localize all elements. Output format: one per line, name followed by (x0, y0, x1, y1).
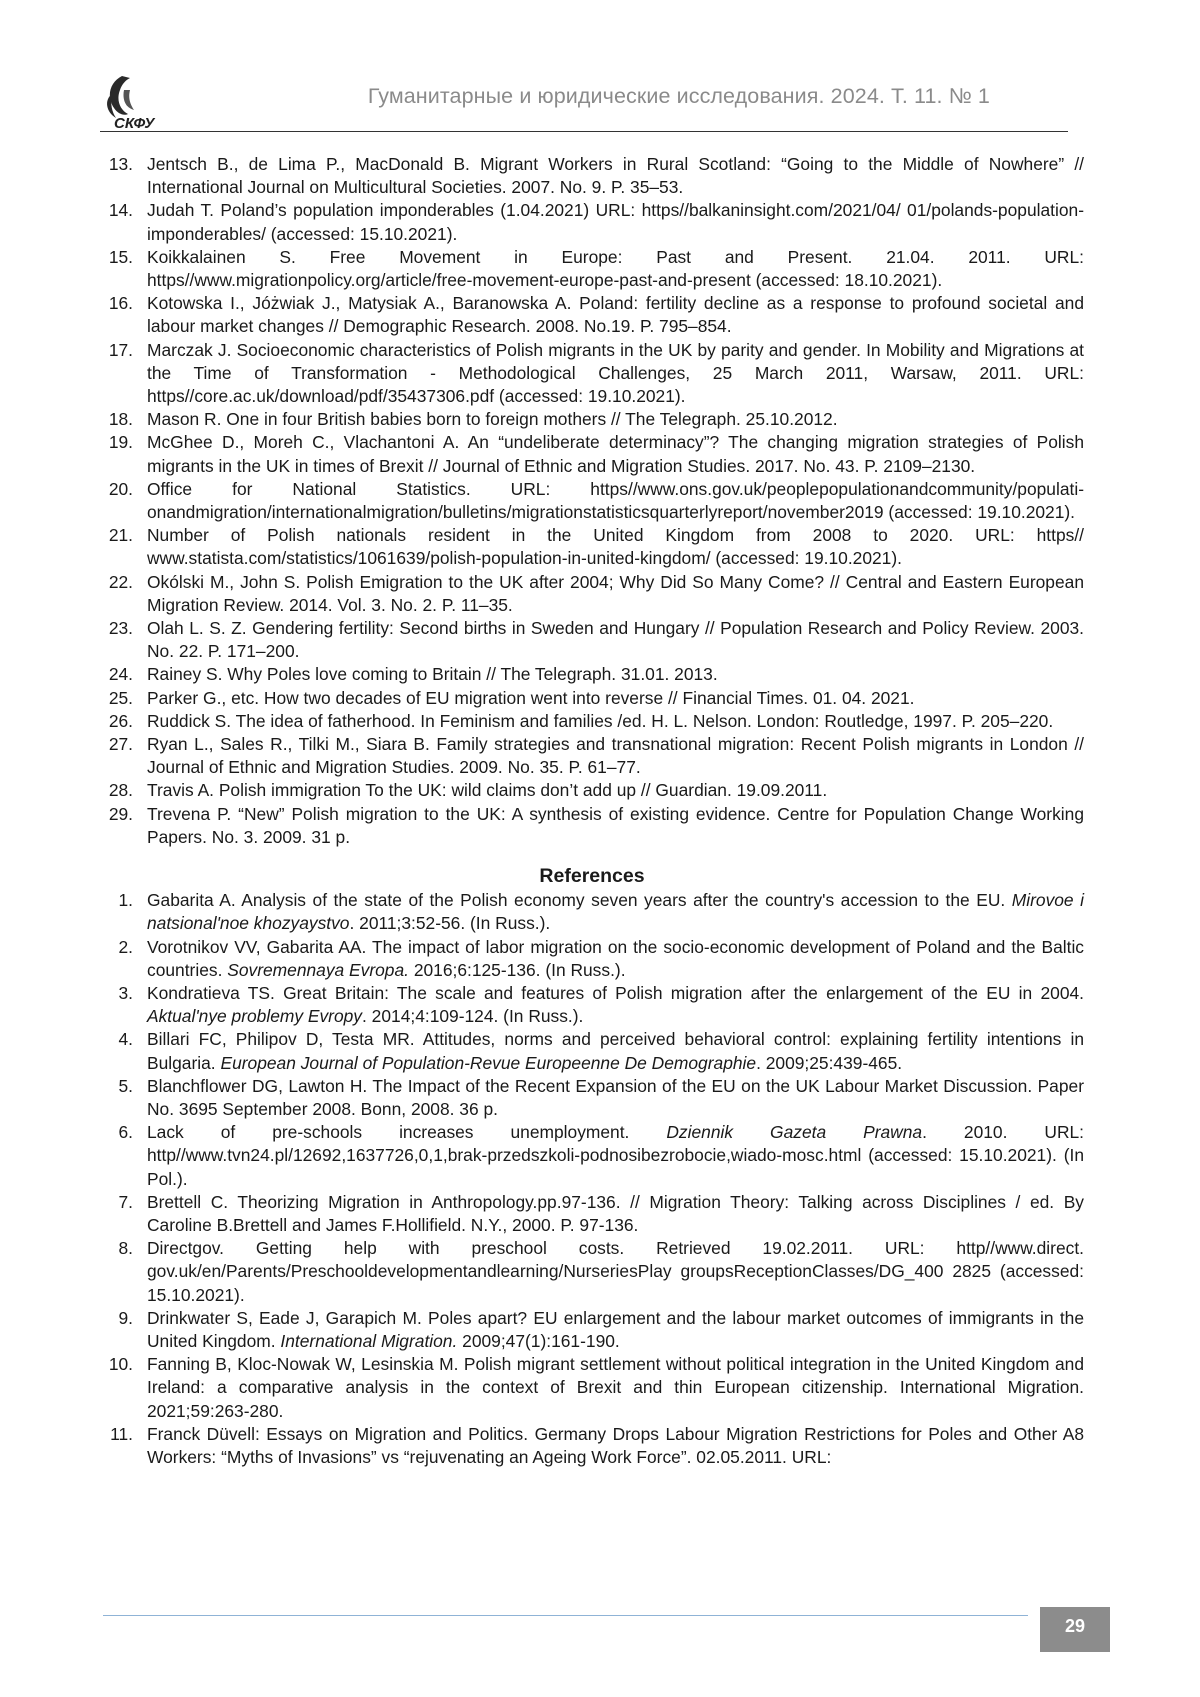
reference-number: 7. (100, 1191, 133, 1214)
reference-number: 25. (100, 687, 133, 710)
reference-item (100, 524, 1084, 570)
reference-item (100, 571, 1084, 617)
reference-journal-italic: International Migration. (280, 1331, 457, 1351)
reference-item (100, 733, 1084, 779)
reference-item (100, 199, 1084, 245)
reference-text: Judah T. Poland’s population imponderables (1.04.2021) URL: https//balkaninsight.com/2021/04/ 01/polands-population-imponderables/ (accessed: 15.10.2021). (147, 199, 1084, 245)
reference-text: Trevena P. “New” Polish migration to the UK: A synthesis of existing evidence. Centre for Population Change Working Papers. No. 3. 2009. 31 p. (147, 803, 1084, 849)
reference-number: 20. (100, 478, 133, 501)
reference-text: Mason R. One in four British babies born to foreign mothers // The Telegraph. 25.10.2012. (147, 408, 1084, 431)
journal-title: Гуманитарные и юридические исследования. 2024. Т. 11. № 1 (200, 84, 990, 109)
reference-number: 22. (100, 571, 133, 594)
reference-journal-italic: Sovremennaya Evropa. (227, 960, 409, 980)
reference-text-main: Brettell C. Theorizing Migration in Anthropology.pp.97-136. // Migration Theory: Talking across Disci­plines / ed. By Caroline B.Brettell and James F.Hollifield. N.Y., 2000. P. 97-136. (147, 1192, 1084, 1235)
reference-journal-italic: Mirovoe i natsional'noe khozyaystvo (147, 890, 1084, 933)
reference-number: 4. (100, 1028, 133, 1051)
reference-number: 14. (100, 199, 133, 222)
reference-number: 21. (100, 524, 133, 547)
reference-text (147, 1075, 1084, 1121)
reference-item (100, 803, 1084, 849)
reference-number: 10. (100, 1353, 133, 1376)
reference-text: Rainey S. Why Poles love coming to Britain // The Telegraph. 31.01. 2013. (147, 663, 1084, 686)
footer-divider (103, 1615, 1028, 1616)
references-list (100, 889, 1084, 1469)
reference-number: 17. (100, 339, 133, 362)
reference-text: McGhee D., Moreh C., Vlachantoni A. An “undeliberate determinacy”? The changing migration strate­gies of Polish migrants in the UK in times of Brexit // Journal of Ethnic and Migration Studies. 2017. No. 43. P. 2109–2130. (147, 431, 1084, 477)
reference-text (147, 1028, 1084, 1074)
university-logo (100, 70, 180, 130)
reference-text (147, 1191, 1084, 1237)
references-heading: References (100, 864, 1084, 888)
reference-item (100, 292, 1084, 338)
reference-number: 2. (100, 936, 133, 959)
reference-number: 28. (100, 779, 133, 802)
reference-number: 6. (100, 1121, 133, 1144)
reference-text: Koikkalainen S. Free Movement in Europe: Past and Present. 21.04. 2011. URL: https//www.migrationpolicy.org/article/free-movement-europe-past-and-present (accessed: 18.10.2021). (147, 246, 1084, 292)
logo-text: СКФУ (114, 115, 156, 130)
reference-text-main: Fanning B, Kloc-Nowak W, Lesinskia M. Polish migrant settlement without political integration in the United Kingdom and Ireland: a comparative analysis in the context of Brexit and thin European citizen­ship. International Migration. 2021;59:263-280. (147, 1354, 1084, 1420)
russian-reference-list (100, 153, 1084, 849)
reference-number: 16. (100, 292, 133, 315)
reference-number: 8. (100, 1237, 133, 1260)
reference-text-main: Drinkwater S, Eade J, Garapich M. Poles apart? EU enlargement and the labour market outcomes of immigrants in the United Kingdom. (147, 1308, 1084, 1351)
reference-text-tail: . 2014;4:109-124. (In Russ.). (362, 1006, 583, 1026)
reference-text-main: Lack of pre-schools increases unemployment. (147, 1122, 666, 1142)
reference-text (147, 936, 1084, 982)
reference-item (100, 339, 1084, 409)
reference-text: Number of Polish nationals resident in the United Kingdom from 2008 to 2020. URL: https// www.statista.com/statistics/1061639/polish-population-in-united-kingdom/ (accessed: 19.10.2021). (147, 524, 1084, 570)
reference-number: 23. (100, 617, 133, 640)
reference-item (100, 617, 1084, 663)
reference-item (100, 1423, 1084, 1469)
reference-text (147, 1121, 1084, 1191)
reference-text: Okólski M., John S. Polish Emigration to the UK after 2004; Why Did So Many Come? // Central and Eastern European Migration Review. 2014. Vol. 3. No. 2. P. 11–35. (147, 571, 1084, 617)
reference-text-tail: 2009;47(1):161-190. (457, 1331, 619, 1351)
reference-text-tail: 2016;6:125-136. (In Russ.). (409, 960, 626, 980)
reference-item (100, 779, 1084, 802)
reference-number: 18. (100, 408, 133, 431)
reference-text (147, 1353, 1084, 1423)
reference-journal-italic: European Journal of Population-Revue Europeenne De Demographie (220, 1053, 756, 1073)
header-divider (100, 131, 1068, 132)
reference-text: Jentsch B., de Lima P., MacDonald B. Migrant Workers in Rural Scotland: “Going to the Middle of No­where” // International Journal on Multicultural Societies. 2007. No. 9. P. 35–53. (147, 153, 1084, 199)
reference-item (100, 982, 1084, 1028)
reference-text-tail: . 2010. URL: http//www.tvn24.pl/12692,1637726,0,1,brak-przedszkoli-podnosibezrobocie,wiado-mosc.html (ac­cessed: 15.10.2021). (In Pol.). (147, 1122, 1084, 1188)
reference-number: 11. (100, 1423, 133, 1446)
reference-text-tail: . 2011;3:52-56. (In Russ.). (349, 913, 550, 933)
reference-text-main: Vorotnikov VV, Gabarita AA. The impact of labor migration on the socio-economic development of Po­land and the Baltic countries. (147, 937, 1084, 980)
reference-item (100, 246, 1084, 292)
reference-number: 1. (100, 889, 133, 912)
reference-item (100, 889, 1084, 935)
reference-number: 26. (100, 710, 133, 733)
reference-text-main: Gabarita A. Analysis of the state of the Polish economy seven years after the country's accession to the EU. (147, 890, 1012, 910)
reference-item (100, 1028, 1084, 1074)
reference-journal-italic: Aktual'nye problemy Evropy (147, 1006, 362, 1026)
reference-item (100, 1237, 1084, 1307)
reference-text-tail: . 2009;25:439-465. (756, 1053, 902, 1073)
page-content (100, 153, 1084, 1469)
reference-item (100, 1307, 1084, 1353)
reference-text-main: Billari FC, Philipov D, Testa MR. Attitudes, norms and perceived behavioral control: explaining fertility intentions in Bulgaria. (147, 1029, 1084, 1072)
reference-number: 5. (100, 1075, 133, 1098)
reference-text (147, 889, 1084, 935)
page-number-badge: 29 (1040, 1607, 1110, 1652)
reference-item (100, 1191, 1084, 1237)
reference-text (147, 982, 1084, 1028)
reference-text: Kotowska I., Jóżwiak J., Matysiak A., Baranowska A. Poland: fertility decline as a response to profound societal and labour market changes // Demographic Research. 2008. No.19. P. 795–854. (147, 292, 1084, 338)
reference-item (100, 478, 1084, 524)
reference-journal-italic: Dziennik Gazeta Prawna (666, 1122, 922, 1142)
reference-item (100, 1075, 1084, 1121)
reference-text: Parker G., etc. How two decades of EU migration went into reverse // Financial Times. 01. 04. 2021. (147, 687, 1084, 710)
reference-text (147, 1237, 1084, 1307)
reference-item (100, 936, 1084, 982)
reference-item (100, 1353, 1084, 1423)
reference-text (147, 1423, 1084, 1469)
reference-text-main: Blanchflower DG, Lawton H. The Impact of the Recent Expansion of the EU on the UK Labour Market Discussion. Paper No. 3695 September 2008. Bonn, 2008. 36 p. (147, 1076, 1084, 1119)
reference-text: Office for National Statistics. URL: https//www.ons.gov.uk/peoplepopulationandcommunity/populati­onandmigration/internationalmigration/bulletins/migrationstatisticsquarterlyreport/november2019 (ac­cessed: 19.10.2021). (147, 478, 1084, 524)
reference-text: Marczak J. Socioeconomic characteristics of Polish migrants in the UK by parity and gender. In Mobility and Migrations at the Time of Transformation - Methodological Challenges, 25 March 2011, Warsaw, 2011. URL: https//core.ac.uk/download/pdf/35437306.pdf (accessed: 19.10.2021). (147, 339, 1084, 409)
reference-text-main: Directgov. Getting help with preschool costs. Retrieved 19.02.2011. URL: http//www.direct. gov.uk/en/Parents/Preschooldevelopmentandlearning/NurseriesPlay groupsReceptionClasses/DG_400 2825 (accessed: 15.10.2021). (147, 1238, 1084, 1304)
reference-text-main: Kondratieva TS. Great Britain: The scale and features of Polish migration after the enlargement of the EU in 2004. (147, 983, 1084, 1003)
reference-number: 9. (100, 1307, 133, 1330)
reference-item (100, 408, 1084, 431)
reference-item (100, 663, 1084, 686)
reference-item (100, 153, 1084, 199)
skfu-logo-icon (100, 70, 180, 130)
reference-text-main: Franck Düvell: Essays on Migration and Politics. Germany Drops Labour Migration Restrictions for Poles and Other A8 Workers: “Myths of Invasions” vs “rejuvenating an Ageing Work Force”. 02.05.2011. URL: (147, 1424, 1084, 1467)
reference-number: 15. (100, 246, 133, 269)
reference-number: 27. (100, 733, 133, 756)
reference-item (100, 687, 1084, 710)
reference-number: 29. (100, 803, 133, 826)
reference-text (147, 1307, 1084, 1353)
reference-text: Olah L. S. Z. Gendering fertility: Second births in Sweden and Hungary // Population Research and Pol­icy Review. 2003. No. 22. P. 171–200. (147, 617, 1084, 663)
reference-number: 24. (100, 663, 133, 686)
reference-item (100, 1121, 1084, 1191)
reference-text: Travis A. Polish immigration To the UK: wild claims don’t add up // Guardian. 19.09.2011. (147, 779, 1084, 802)
reference-text: Ruddick S. The idea of fatherhood. In Feminism and families /ed. H. L. Nelson. London: Routledge, 1997. P. 205–220. (147, 710, 1084, 733)
reference-item (100, 710, 1084, 733)
reference-text: Ryan L., Sales R., Tilki M., Siara B. Family strategies and transnational migration: Recent Polish mi­grants in London // Journal of Ethnic and Migration Studies. 2009. No. 35. P. 61–77. (147, 733, 1084, 779)
reference-item (100, 431, 1084, 477)
reference-number: 13. (100, 153, 133, 176)
reference-number: 19. (100, 431, 133, 454)
reference-number: 3. (100, 982, 133, 1005)
